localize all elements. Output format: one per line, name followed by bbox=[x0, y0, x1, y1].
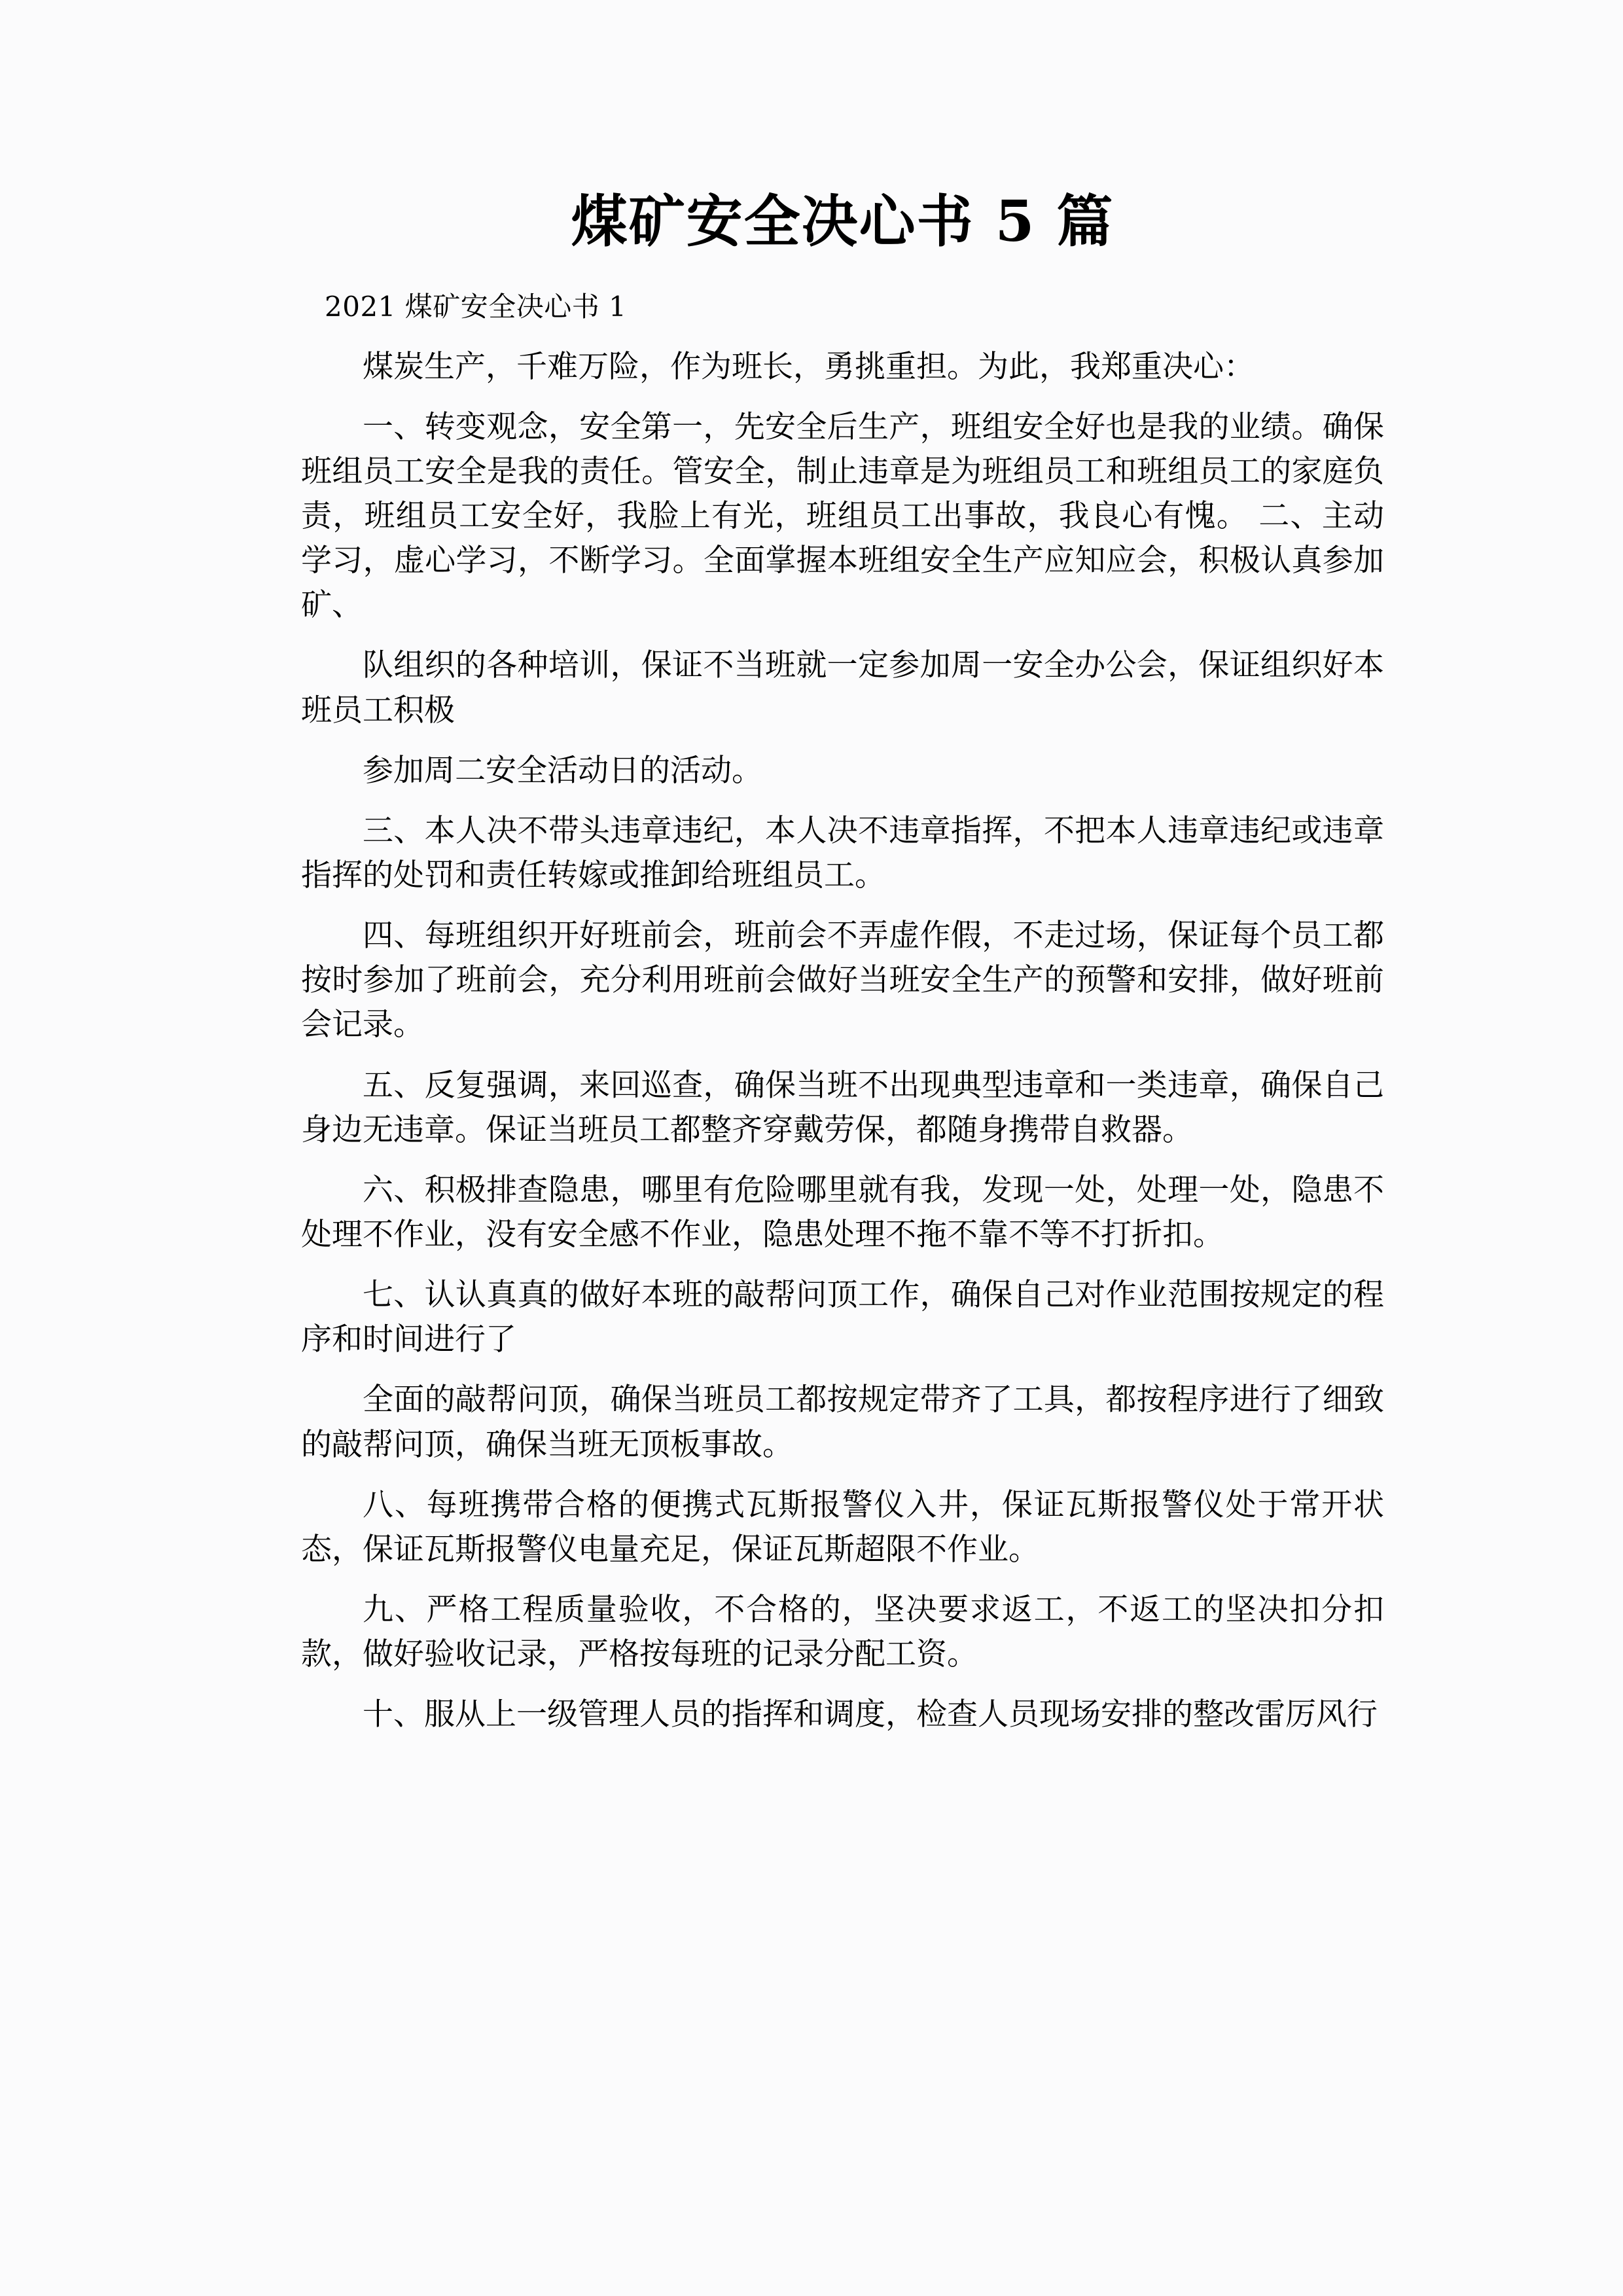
body-paragraph: 六、积极排查隐患，哪里有危险哪里就有我，发现一处，处理一处，隐患不处理不作业，没有安全感不作业，隐患处理不拖不靠不等不打折扣。 bbox=[301, 1172, 1384, 1253]
body-paragraph: 八、每班携带合格的便携式瓦斯报警仪入井，保证瓦斯报警仪处于常开状态，保证瓦斯报警仪电量充足，保证瓦斯超限不作业。 bbox=[301, 1486, 1384, 1568]
body-paragraph: 九、严格工程质量验收，不合格的，坚决要求返工，不返工的坚决扣分扣款，做好验收记录，严格按每班的记录分配工资。 bbox=[301, 1592, 1384, 1673]
document-subtitle: 2021 煤矿安全决心书 1 bbox=[325, 290, 627, 323]
body-paragraph: 七、认认真真的做好本班的敲帮问顶工作，确保自己对作业范围按规定的程序和时间进行了 bbox=[301, 1277, 1384, 1358]
body-paragraph: 十、服从上一级管理人员的指挥和调度，检查人员现场安排的整改雷厉风行 bbox=[363, 1696, 1378, 1733]
body-paragraph: 五、反复强调，来回巡查，确保当班不出现典型违章和一类违章，确保自己身边无违章。保证当班员工都整齐穿戴劳保，都随身携带自救器。 bbox=[301, 1067, 1384, 1148]
body-paragraph: 参加周二安全活动日的活动。 bbox=[363, 752, 762, 789]
body-paragraph: 煤炭生产，千难万险，作为班长，勇挑重担。为此，我郑重决心： bbox=[363, 348, 1255, 385]
document-content bbox=[301, 0, 1384, 1737]
body-paragraph: 全面的敲帮问顶，确保当班员工都按规定带齐了工具，都按程序进行了细致的敲帮问顶，确保当班无顶板事故。 bbox=[301, 1382, 1384, 1463]
body-paragraph: 四、每班组织开好班前会，班前会不弄虚作假，不走过场，保证每个员工都按时参加了班前会，充分利用班前会做好当班安全生产的预警和安排，做好班前会记录。 bbox=[301, 918, 1384, 1043]
body-paragraph: 队组织的各种培训，保证不当班就一定参加周一安全办公会，保证组织好本班员工积极 bbox=[301, 647, 1384, 728]
body-paragraph: 三、本人决不带头违章违纪，本人决不违章指挥，不把本人违章违纪或违章指挥的处罚和责任转嫁或推卸给班组员工。 bbox=[301, 812, 1384, 894]
body-paragraph: 一、转变观念，安全第一，先安全后生产，班组安全好也是我的业绩。确保班组员工安全是我的责任。管安全，制止违章是为班组员工和班组员工的家庭负责，班组员工安全好，我脸上有光，班组员工出事故，我良心有愧。 二、主动学习，虚心学习，不断学习。全面掌握本班组安全生产应知应会，积极认真参加矿、 bbox=[301, 408, 1384, 624]
page-title: 煤矿安全决心书 5 篇 bbox=[571, 188, 1115, 255]
